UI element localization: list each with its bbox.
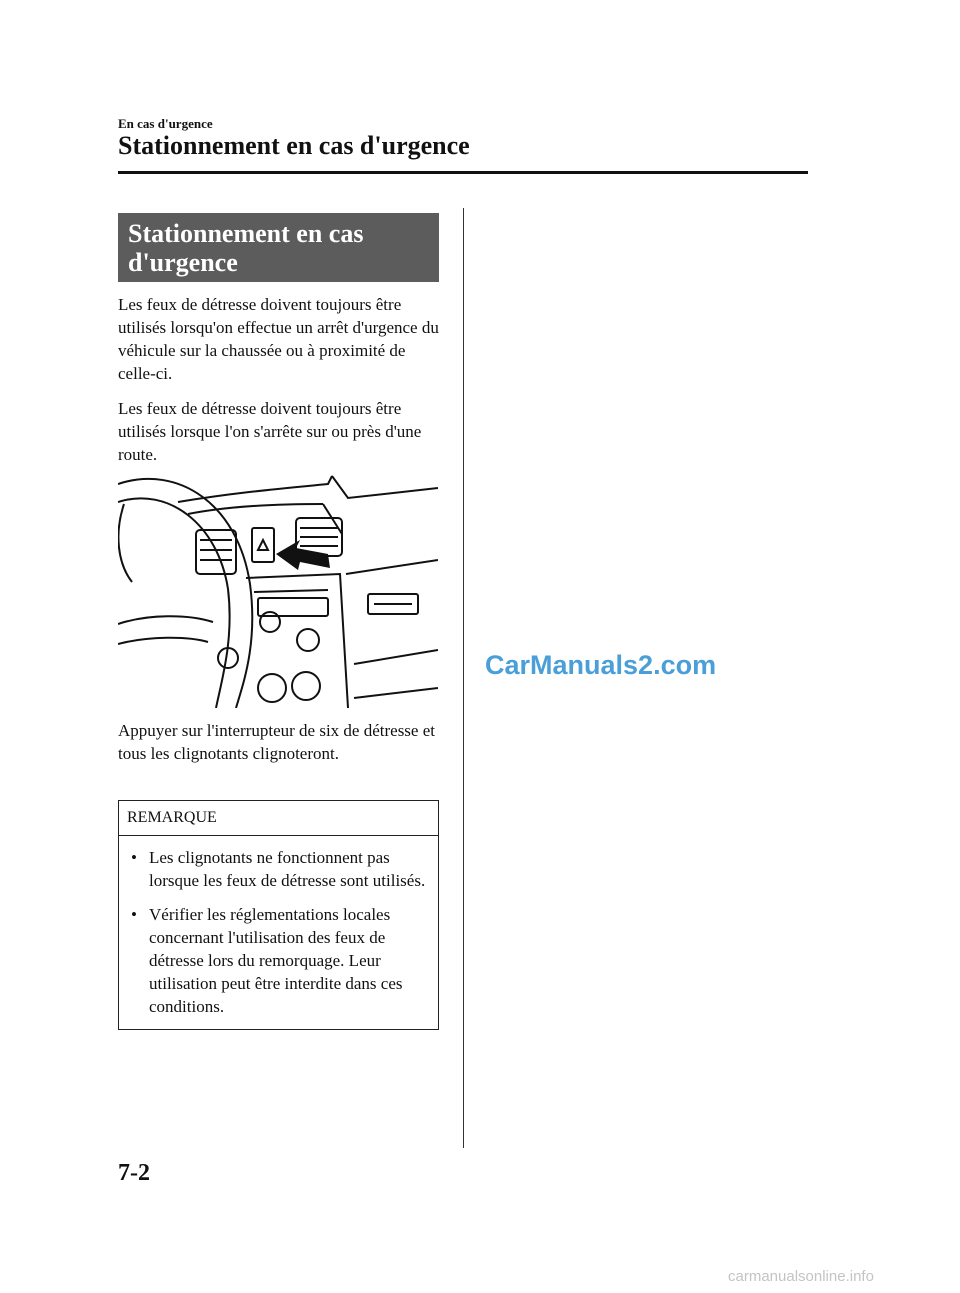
dashboard-illustration — [118, 474, 438, 708]
title-rule — [118, 171, 808, 174]
chapter-label: En cas d'urgence — [118, 116, 213, 131]
bullet-icon: • — [131, 848, 137, 867]
watermark: CarManuals2.com — [485, 650, 717, 680]
note-item-text: Les clignotants ne fonctionnent pas lorsque les feux de détresse sont utilisés. — [149, 848, 426, 890]
note-list — [127, 846, 437, 1029]
note-title: REMARQUE — [127, 809, 217, 826]
note-divider — [118, 835, 439, 836]
section-heading-line2: d'urgence — [128, 248, 238, 277]
arrow-icon — [276, 540, 330, 570]
list-item — [127, 903, 437, 1018]
bullet-icon: • — [131, 905, 137, 924]
illustration-caption: Appuyer sur l'interrupteur de six de détresse et tous les clignotants clignoteront. — [118, 721, 435, 763]
paragraph-hazard-road: Les feux de détresse doivent toujours être utilisés lorsque l'on s'arrête sur ou près d'une route. — [118, 399, 422, 464]
section-heading-line1: Stationnement en cas — [128, 219, 364, 248]
footer-site-watermark: carmanualsonline.info — [728, 1268, 874, 1285]
column-divider — [463, 208, 464, 1148]
section-heading — [118, 213, 439, 282]
paragraph-hazard-stop: Les feux de détresse doivent toujours être utilisés lorsqu'on effectue un arrêt d'urgence du véhicule sur la chaussée ou à proximité de celle-ci. — [118, 295, 439, 383]
page-title: Stationnement en cas d'urgence — [118, 131, 470, 160]
note-item-text: Vérifier les réglementations locales concernant l'utilisation des feux de détresse lors du remorquage. Leur utilisation peut être interdite dans ces conditions. — [149, 905, 403, 1016]
page-number: 7-2 — [118, 1160, 150, 1186]
list-item — [127, 846, 437, 892]
